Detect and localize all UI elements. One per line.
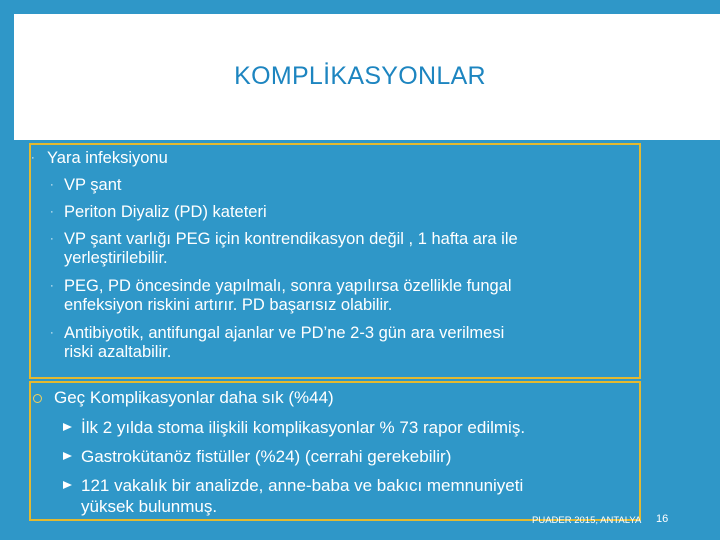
- section1-heading: Yara infeksiyonu: [47, 149, 168, 167]
- section1-item-2: Periton Diyaliz (PD) kateteri: [64, 203, 267, 221]
- section2-item-3-line1: 121 vakalık bir analizde, anne-baba ve bakıcı memnuniyeti: [81, 476, 524, 495]
- section1-item-5-line2: riski azaltabilir.: [64, 343, 172, 361]
- section1-item-3-line2: yerleştirilebilir.: [64, 249, 168, 267]
- footer-text: PUADER 2015, ANTALYA: [532, 515, 642, 526]
- section1-item-4-line1: PEG, PD öncesinde yapılmalı, sonra yapılırsa özellikle fungal: [64, 277, 512, 295]
- dot-bullet-icon: ·: [50, 280, 54, 292]
- section1-item-5-line1: Antibiyotik, antifungal ajanlar ve PD’ne 2-3 gün ara verilmesi: [64, 324, 505, 342]
- dot-bullet-icon: ·: [50, 179, 54, 191]
- section1-item-3-line1: VP şant varlığı PEG için kontrendikasyon değil , 1 hafta ara ile: [64, 230, 518, 248]
- dot-bullet-icon: ·: [31, 152, 35, 164]
- section1-item-4-line2: enfeksiyon riskini artırır. PD başarısız olabilir.: [64, 296, 393, 314]
- section1-item-1: VP şant: [64, 176, 122, 194]
- section2-item-2: Gastrokütanöz fistüller (%24) (cerrahi gerekebilir): [81, 447, 452, 466]
- section2-item-3-line2: yüksek bulunmuş.: [81, 497, 218, 516]
- arrow-bullet-icon: [63, 423, 72, 431]
- section2-item-1: İlk 2 yılda stoma ilişkili komplikasyonlar % 73 rapor edilmiş.: [81, 418, 526, 437]
- arrow-bullet-icon: [63, 452, 72, 460]
- section2-heading: Geç Komplikasyonlar daha sık (%44): [54, 388, 334, 407]
- ring-bullet-icon: [33, 394, 42, 403]
- dot-bullet-icon: ·: [50, 206, 54, 218]
- slide-title: KOMPLİKASYONLAR: [234, 62, 486, 90]
- dot-bullet-icon: ·: [50, 233, 54, 245]
- page-number: 16: [656, 513, 669, 525]
- dot-bullet-icon: ·: [50, 327, 54, 339]
- arrow-bullet-icon: [63, 481, 72, 489]
